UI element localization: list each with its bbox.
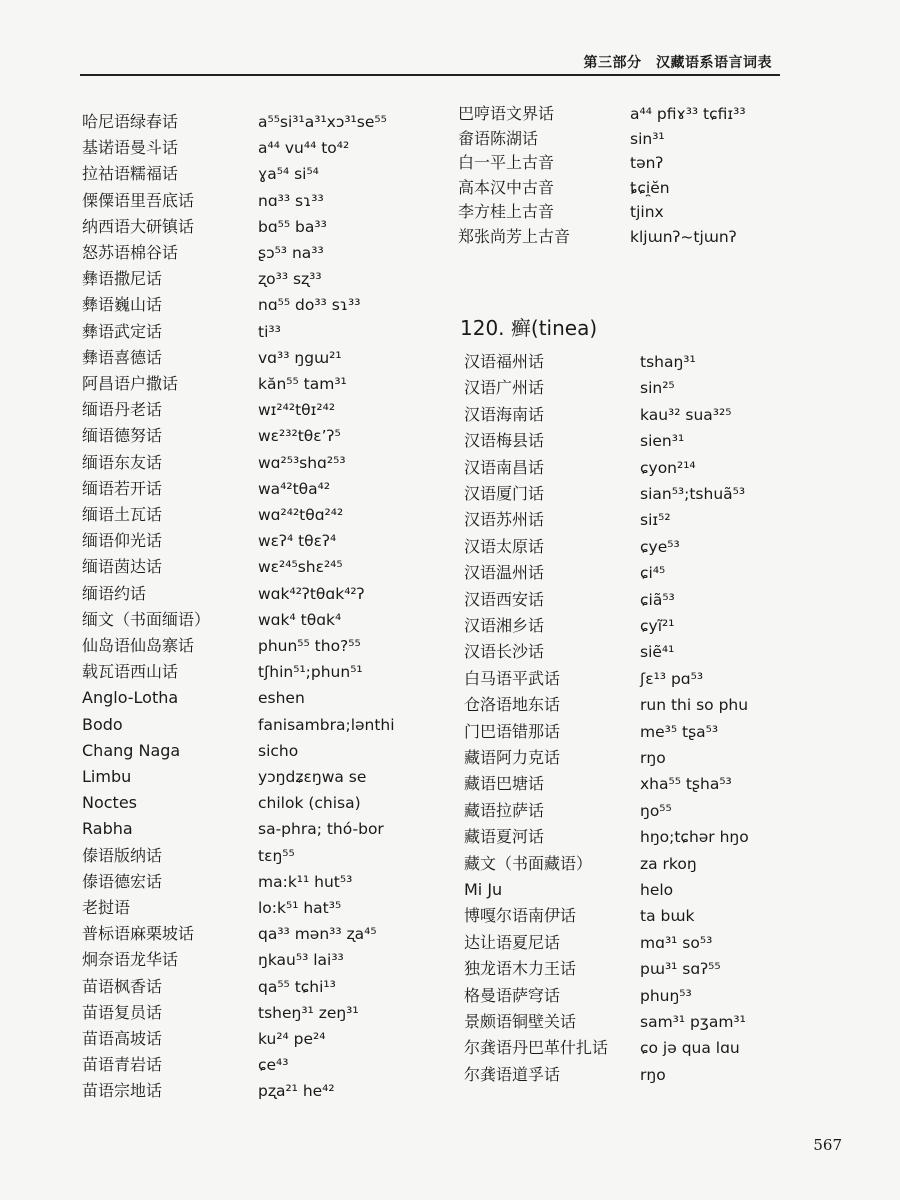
word-form: sicho [258, 741, 299, 760]
word-form: ɕi⁴⁵ [640, 564, 666, 583]
language-name: 炯奈语龙华话 [82, 950, 179, 970]
language-name: 畲语陈湖话 [458, 128, 539, 148]
word-form: sien³¹ [640, 432, 685, 451]
word-form: ʂɔ⁵³ na³³ [258, 244, 324, 262]
word-form: ɕo jə qua lɑu [640, 1039, 740, 1058]
word-form: qa³³ mən³³ ʐa⁴⁵ [258, 925, 377, 944]
word-form: siɪ⁵² [640, 511, 671, 530]
language-name: 高本汉中古音 [458, 177, 555, 197]
word-form: za rkoŋ [640, 854, 697, 873]
language-name: 傣语德宏话 [82, 871, 163, 891]
language-name: 苗语高坡话 [82, 1029, 163, 1048]
language-name: 基诺语曼斗话 [82, 138, 179, 158]
word-form: me³⁵ tʂa⁵³ [640, 722, 719, 741]
language-name: 老挝语 [82, 898, 131, 917]
word-form: wɑk⁴²ʔtθɑk⁴²ʔ [258, 584, 365, 603]
word-form: ti³³ [258, 322, 281, 341]
header-title: 第三部分 汉藏语系语言词表 [583, 55, 772, 71]
language-name: 藏语夏河话 [464, 827, 545, 847]
language-name: 巴哼语文界话 [458, 104, 555, 123]
section-heading [460, 312, 597, 341]
section-number: 120. [460, 316, 505, 340]
word-form: nɑ³³ sɿ³³ [258, 191, 324, 210]
word-form: ɕyĩ²¹ [640, 617, 675, 635]
word-form: phun⁵⁵ tho?⁵⁵ [258, 637, 361, 655]
word-form: hŋo;tɕhər hŋo [640, 828, 749, 847]
language-name: 仙岛语仙岛寨话 [82, 636, 195, 655]
language-name: 白一平上古音 [458, 153, 555, 173]
language-name: 彝语巍山话 [82, 295, 163, 315]
word-form: kăn⁵⁵ tam³¹ [258, 375, 347, 393]
word-form: ɕyon²¹⁴ [640, 458, 696, 477]
word-form: lo:k⁵¹ hat³⁵ [258, 899, 342, 917]
language-name: 苗语复员话 [82, 1002, 163, 1022]
word-form: ma:k¹¹ hut⁵³ [258, 872, 353, 891]
word-form: tjinx [630, 203, 664, 222]
language-name: 傈僳语里吾底话 [82, 190, 195, 210]
language-name: 缅语若开话 [82, 478, 163, 498]
word-form: sian⁵³;tshuã⁵³ [640, 485, 746, 503]
word-form: tənʔ [630, 154, 664, 173]
language-name: 汉语福州话 [464, 352, 545, 371]
word-form: wɑ²⁴²tθɑ²⁴² [258, 506, 344, 524]
language-name: 汉语湘乡话 [464, 616, 545, 635]
language-name: 汉语太原话 [464, 536, 545, 556]
language-name: 缅语茵达话 [82, 557, 163, 577]
word-form: ȶɕi̯ĕn [630, 178, 670, 197]
language-name: 汉语温州话 [464, 563, 545, 583]
word-form: xha⁵⁵ tʂha⁵³ [640, 775, 732, 794]
page-number: 567 [813, 1136, 842, 1154]
word-form: ɕye⁵³ [640, 537, 680, 556]
word-form: siẽ⁴¹ [640, 643, 675, 662]
word-form: ɕe⁴³ [258, 1056, 289, 1075]
running-header [80, 48, 780, 76]
language-name: 尔龚语丹巴革什扎话 [464, 1038, 609, 1058]
language-name: 达让语夏尼话 [464, 932, 561, 952]
word-form: vɑ³³ ŋgɯ²¹ [258, 348, 342, 367]
language-name: 缅语东友话 [82, 452, 163, 472]
language-name: 怒苏语棉谷话 [82, 243, 179, 262]
word-form: tɛŋ⁵⁵ [258, 846, 295, 865]
word-form: qa⁵⁵ tɕhi¹³ [258, 977, 336, 996]
word-form: wɑ²⁵³shɑ²⁵³ [258, 453, 346, 472]
language-name: Bodo [82, 714, 123, 734]
word-form: chilok (chisa) [258, 794, 361, 813]
word-form: tshaŋ³¹ [640, 353, 696, 371]
word-form: sin²⁵ [640, 379, 675, 398]
word-form: wɪ²⁴²tθɪ²⁴² [258, 401, 336, 420]
language-name: Limbu [82, 767, 132, 786]
word-form: eshen [258, 689, 305, 708]
word-form: a⁵⁵si³¹a³¹xɔ³¹se⁵⁵ [258, 113, 387, 131]
language-name: 彝语喜德话 [82, 347, 163, 367]
language-name: 门巴语错那话 [464, 721, 561, 741]
word-form: tʃhin⁵¹;phun⁵¹ [258, 663, 363, 682]
language-name: Anglo-Lotha [82, 688, 179, 708]
language-name: 缅语仰光话 [82, 531, 163, 551]
word-form: rŋo [640, 749, 666, 767]
language-name: 缅语德努话 [82, 426, 163, 446]
language-name: 汉语南昌话 [464, 457, 545, 477]
language-name: 彝语撒尼话 [82, 269, 163, 289]
language-name: 缅文（书面缅语） [82, 609, 211, 629]
word-form: bɑ⁵⁵ ba³³ [258, 217, 327, 236]
language-name: 格曼语萨穹话 [464, 985, 561, 1005]
language-name: Noctes [82, 793, 138, 813]
word-form: sin³¹ [630, 129, 665, 148]
word-form: pɯ³¹ sɑʔ⁵⁵ [640, 960, 721, 979]
word-form: sam³¹ pʒam³¹ [640, 1013, 746, 1031]
language-name: Rabha [82, 819, 133, 839]
language-name: 汉语西安话 [464, 589, 545, 609]
word-form: wɛ²³²tθɛʼʔ⁵ [258, 427, 341, 446]
word-form: kau³² sua³²⁵ [640, 405, 732, 424]
language-name: 藏语阿力克话 [464, 748, 561, 767]
word-form: nɑ⁵⁵ do³³ sɿ³³ [258, 296, 361, 315]
language-name: 仓洛语地东话 [464, 695, 561, 715]
word-form: wɛʔ⁴ tθɛʔ⁴ [258, 532, 337, 551]
language-name: Chang Naga [82, 740, 181, 760]
word-form: kljɯnʔ~tjɯnʔ [630, 228, 737, 246]
word-form: tsheŋ³¹ zeŋ³¹ [258, 1003, 359, 1022]
language-name: 汉语广州话 [464, 378, 545, 398]
word-form: wɑk⁴ tθɑk⁴ [258, 610, 342, 629]
word-form: wa⁴²tθa⁴² [258, 479, 331, 498]
word-form: a⁴⁴ vu⁴⁴ to⁴² [258, 139, 350, 158]
word-form: sa-phra; thó-bor [258, 820, 384, 839]
language-name: 彝语武定话 [82, 321, 163, 341]
word-form: a⁴⁴ pfiɤ³³ tɕfiɪ³³ [630, 105, 746, 123]
language-name: 苗语宗地话 [82, 1081, 163, 1101]
language-name: 苗语枫香话 [82, 976, 163, 996]
language-name: 白马语平武话 [464, 668, 561, 688]
language-name: 汉语梅县话 [464, 431, 545, 451]
language-name: 缅语约话 [82, 583, 147, 603]
word-form: ŋo⁵⁵ [640, 801, 672, 820]
language-name: 哈尼语绿春话 [82, 112, 179, 131]
word-form: mɑ³¹ so⁵³ [640, 933, 713, 952]
language-name: 尔龚语道孚话 [464, 1064, 561, 1084]
word-form: ɣa⁵⁴ si⁵⁴ [258, 165, 319, 184]
word-form: ɕiã⁵³ [640, 590, 675, 609]
word-form: helo [640, 881, 674, 899]
word-form: pʐa²¹ he⁴² [258, 1082, 335, 1101]
word-form: phuŋ⁵³ [640, 986, 692, 1005]
language-name: 苗语青岩话 [82, 1055, 163, 1075]
language-name: 郑张尚芳上古音 [458, 227, 571, 246]
language-name: 独龙语木力王话 [464, 959, 577, 979]
language-name: 普标语麻栗坡话 [82, 924, 195, 944]
language-name: 载瓦语西山话 [82, 662, 179, 682]
language-name: 汉语厦门话 [464, 484, 545, 503]
language-name: 阿昌语户撒话 [82, 374, 179, 393]
language-name: Mi Ju [464, 880, 503, 899]
language-name: 景颇语铜壁关话 [464, 1012, 577, 1031]
word-form: rŋo [640, 1065, 666, 1084]
word-form: ʐo³³ sʐ³³ [258, 270, 322, 289]
language-name: 博嘎尔语南伊话 [464, 906, 577, 926]
language-name: 藏语拉萨话 [464, 800, 545, 820]
section-title-text: 癣(tinea) [510, 316, 598, 340]
language-name: 藏文（书面藏语） [464, 853, 593, 873]
language-name: 纳西语大研镇话 [82, 216, 195, 236]
language-name: 李方桂上古音 [458, 202, 555, 222]
word-form: ta bɯk [640, 907, 695, 926]
word-form: ku²⁴ pe²⁴ [258, 1030, 326, 1048]
word-form: yɔŋdʑɛŋwa se [258, 768, 367, 786]
language-name: 傣语版纳话 [82, 845, 163, 865]
language-name: 缅语丹老话 [82, 400, 163, 420]
language-name: 汉语苏州话 [464, 510, 545, 530]
language-name: 缅语土瓦话 [82, 505, 163, 524]
word-form: run thi so phu [640, 696, 749, 715]
language-name: 汉语长沙话 [464, 642, 545, 662]
language-name: 汉语海南话 [464, 404, 545, 424]
word-form: ŋkau⁵³ lai³³ [258, 951, 344, 970]
language-name: 藏语巴塘话 [464, 774, 545, 794]
language-name: 拉祜语糯福话 [82, 164, 179, 184]
word-form: ʃɛ¹³ pɑ⁵³ [640, 669, 704, 688]
word-form: wɛ²⁴⁵shɛ²⁴⁵ [258, 558, 343, 577]
word-form: fanisambra;lənthi [258, 715, 395, 734]
